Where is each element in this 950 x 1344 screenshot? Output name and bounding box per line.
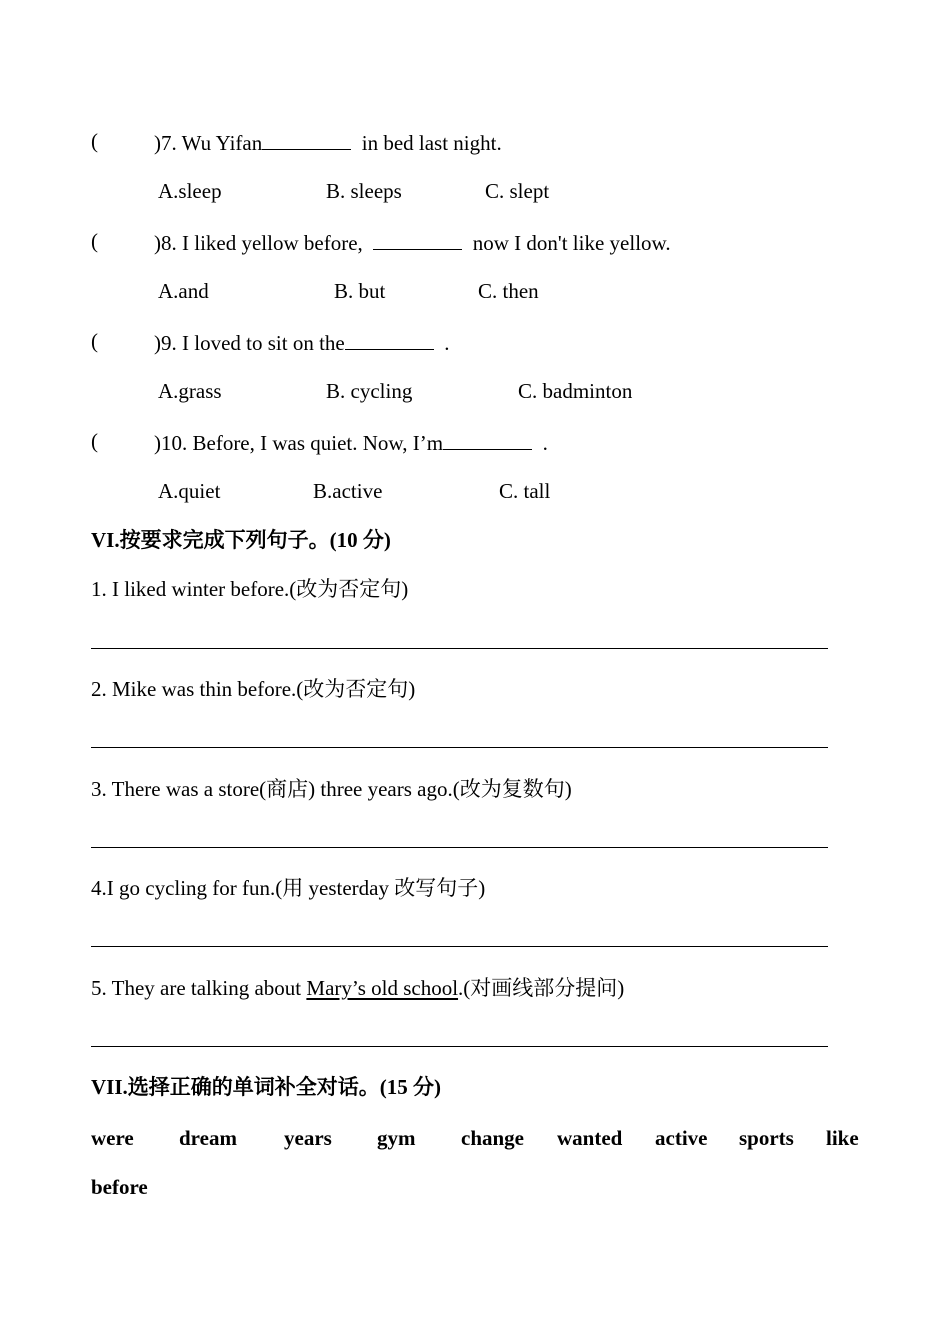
option-b: B. sleeps bbox=[326, 179, 402, 203]
answer-paren: ( bbox=[91, 429, 98, 453]
rewrite-item-5: 5. They are talking about Mary’s old school.(对画线部分提问) bbox=[91, 976, 625, 1000]
word-bank-item: sports bbox=[739, 1126, 794, 1150]
answer-blank[interactable] bbox=[345, 331, 434, 350]
option-a: A.and bbox=[158, 279, 209, 303]
option-b: B.active bbox=[313, 479, 383, 503]
word-bank-item: change bbox=[461, 1126, 524, 1150]
option-c: C. slept bbox=[485, 179, 550, 203]
section-7-heading: VII.选择正确的单词补全对话。(15 分) bbox=[91, 1075, 441, 1099]
question-text: )10. Before, I was quiet. Now, I’m . bbox=[154, 431, 548, 455]
rewrite-item-3: 3. There was a store(商店) three years ago.(改为复数句) bbox=[91, 777, 572, 801]
word-bank-item: wanted bbox=[557, 1126, 623, 1150]
answer-paren: ( bbox=[91, 229, 98, 253]
answer-blank[interactable] bbox=[443, 431, 532, 450]
option-c: C. then bbox=[478, 279, 539, 303]
underlined-phrase: Mary’s old school bbox=[306, 976, 459, 1000]
question-text: )9. I loved to sit on the . bbox=[154, 331, 450, 355]
option-b: B. but bbox=[334, 279, 386, 303]
section-6-heading: VI.按要求完成下列句子。(10 分) bbox=[91, 528, 391, 552]
question-text: )8. I liked yellow before, now I don't like yellow. bbox=[154, 231, 671, 255]
answer-line-2[interactable] bbox=[91, 747, 828, 748]
word-bank-item: before bbox=[91, 1175, 148, 1199]
word-bank-item: dream bbox=[179, 1126, 237, 1150]
answer-line-1[interactable] bbox=[91, 648, 828, 649]
rewrite-item-1: 1. I liked winter before.(改为否定句) bbox=[91, 577, 409, 601]
option-a: A.quiet bbox=[158, 479, 221, 503]
option-b: B. cycling bbox=[326, 379, 413, 403]
option-a: A.grass bbox=[158, 379, 222, 403]
rewrite-item-4: 4.I go cycling for fun.(用 yesterday 改写句子) bbox=[91, 876, 486, 900]
answer-line-4[interactable] bbox=[91, 946, 828, 947]
answer-blank[interactable] bbox=[373, 231, 462, 250]
option-c: C. tall bbox=[499, 479, 551, 503]
word-bank-item: gym bbox=[377, 1126, 416, 1150]
word-bank-item: active bbox=[655, 1126, 708, 1150]
question-text: )7. Wu Yifan in bed last night. bbox=[154, 131, 502, 155]
answer-line-3[interactable] bbox=[91, 847, 828, 848]
option-a: A.sleep bbox=[158, 179, 222, 203]
option-c: C. badminton bbox=[518, 379, 633, 403]
word-bank-item: were bbox=[91, 1126, 134, 1150]
answer-line-5[interactable] bbox=[91, 1046, 828, 1047]
answer-blank[interactable] bbox=[262, 131, 351, 150]
rewrite-item-2: 2. Mike was thin before.(改为否定句) bbox=[91, 677, 416, 701]
answer-paren: ( bbox=[91, 129, 98, 153]
word-bank-item: like bbox=[826, 1126, 859, 1150]
word-bank-item: years bbox=[284, 1126, 332, 1150]
answer-paren: ( bbox=[91, 329, 98, 353]
